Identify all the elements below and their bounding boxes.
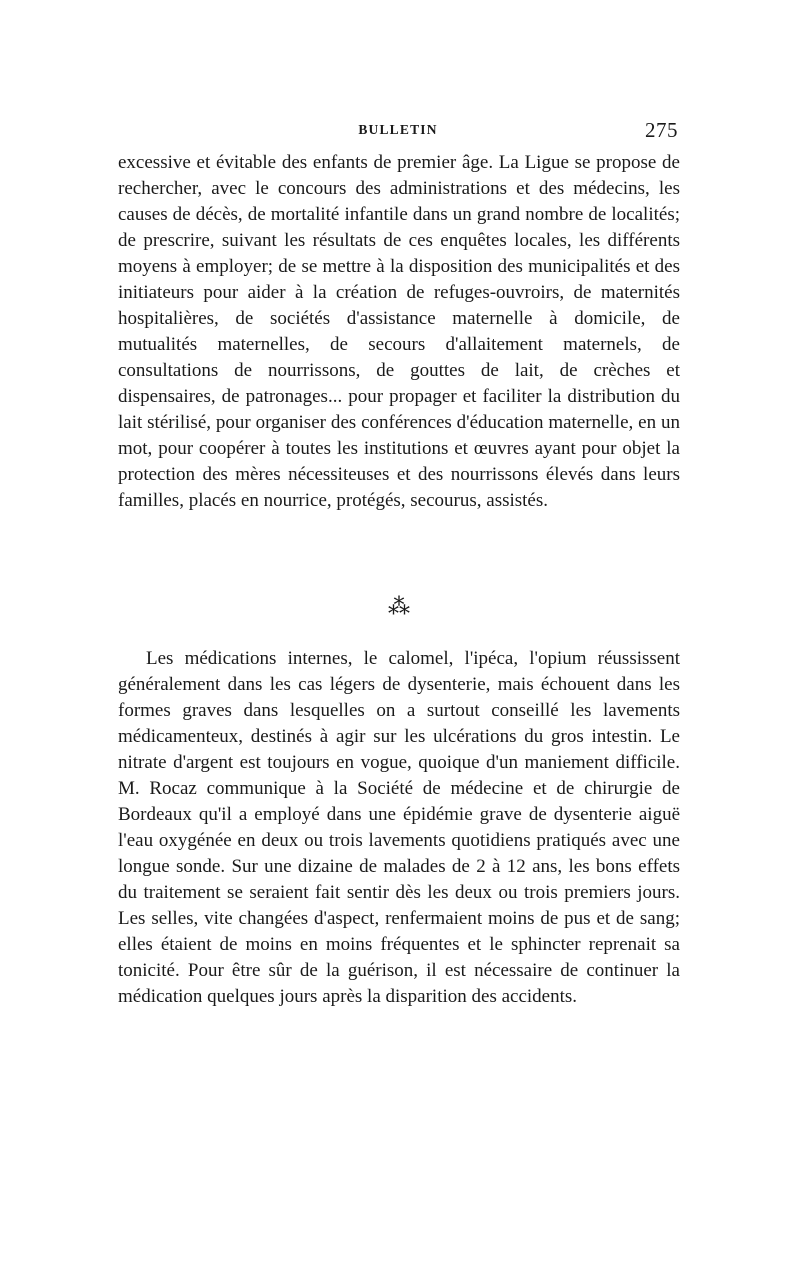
asterism-separator <box>370 594 430 624</box>
body-paragraph-continued: excessive et évitable des enfants de premier âge. La Ligue se propose de rechercher, avec le concours des administrations et des médecins, les causes de décès, de mortalité infantile dans un grand nombre de localités; de prescrire, suivant les résultats de ces enquêtes locales, les différents moyens à employer; de se mettre à la disposition des municipalités et des initiateurs pour aider à la création de refuges-ouvroirs, de maternités hospitalières, de sociétés d'assistance maternelle à domicile, de mutualités maternelles, de secours d'allaitement maternels, de consultations de nourrissons, de gouttes de lait, de crèches et dispensaires, de patronages... pour propager et faciliter la distribution du lait stérilisé, pour organiser des conférences d'éducation maternelle, en un mot, pour coopérer à toutes les institutions et œuvres ayant pour objet la protection des mères nécessiteuses et des nourrissons élevés dans leurs familles, placés en nourrice, protégés, secourus, assistés. <box>118 152 680 511</box>
running-title: BULLETIN <box>358 122 438 137</box>
page-number: 275 <box>645 118 678 142</box>
body-paragraph: Les médications internes, le calomel, l'ipéca, l'opium réussissent généralement dans les cas légers de dysenterie, mais échouent dans les formes graves dans lesquelles on a surtout conseillé les lavements médicamenteux, destinés à agir sur les ulcérations du gros intestin. Le nitrate d'argent est toujours en vogue, quoique d'un maniement difficile. M. Rocaz communique à la Société de médecine et de chirurgie de Bordeaux qu'il a employé dans une épidémie grave de dysenterie aiguë l'eau oxygénée en deux ou trois lavements quotidiens pratiqués avec une longue sonde. Sur une dizaine de malades de 2 à 12 ans, les bons effets du traitement se seraient fait sentir dès les deux ou trois premiers jours. Les selles, vite changées d'aspect, renfermaient moins de pus et de sang; elles étaient de moins en moins fréquentes et le sphincter reprenait sa tonicité. Pour être sûr de la guérison, il est nécessaire de continuer la médication quelques jours après la disparition des accidents. <box>118 648 680 1007</box>
running-head <box>118 118 678 144</box>
asterism-glyph: ⁂ <box>388 594 410 619</box>
